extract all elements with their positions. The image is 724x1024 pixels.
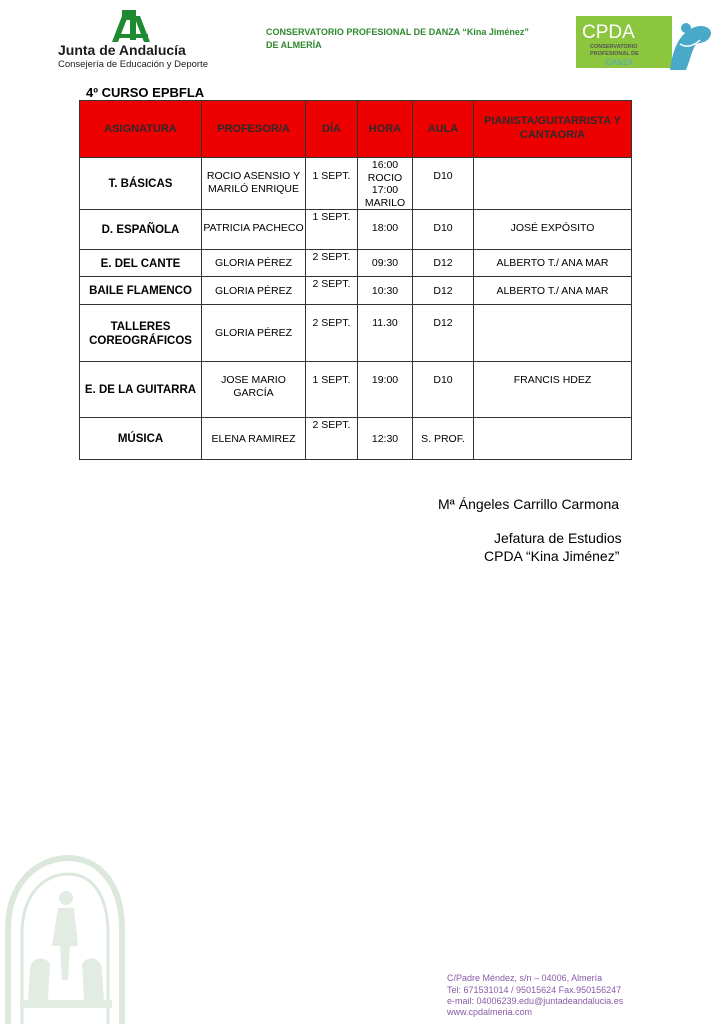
table-row	[80, 362, 632, 418]
conservatorio-title-line1: CONSERVATORIO PROFESIONAL DE DANZA “Kina Jiménez”	[266, 27, 529, 37]
col-header-hora: HORA	[358, 101, 413, 158]
footer-phone: Tel: 671531014 / 95015624 Fax.950156247	[447, 985, 622, 995]
table-row	[80, 418, 632, 460]
cell-aula: D12	[413, 277, 474, 305]
footer-address: C/Padre Méndez, s/n – 04006, Almería	[447, 973, 603, 983]
cell-dia: 2 SEPT.	[306, 250, 358, 277]
conservatorio-title-line2: DE ALMERÍA	[266, 40, 322, 50]
cell-asignatura: T. BÁSICAS	[80, 158, 202, 210]
cell-hora: 11.30	[358, 305, 413, 362]
cell-asignatura: BAILE FLAMENCO	[80, 277, 202, 305]
footer-website[interactable]: www.cpdalmeria.com	[447, 1007, 533, 1017]
cpda-logo-sub3: DANZA	[606, 58, 634, 67]
cell-hora: 12:30	[358, 418, 413, 460]
cell-dia: 1 SEPT.	[306, 362, 358, 418]
cell-profesor: JOSE MARIO GARCÍA	[202, 362, 306, 418]
cell-pianista	[474, 158, 632, 210]
schedule-table	[79, 100, 632, 460]
andalucia-emblem-icon	[0, 850, 130, 1024]
cell-profesor: GLORIA PÉREZ	[202, 250, 306, 277]
signature-org: CPDA “Kina Jiménez”	[484, 548, 620, 564]
cell-dia: 1 SEPT.	[306, 210, 358, 250]
table-row	[80, 305, 632, 362]
cell-pianista	[474, 418, 632, 460]
table-row	[80, 210, 632, 250]
table-row	[80, 277, 632, 305]
col-header-profesor: PROFESOR/A	[202, 101, 306, 158]
cell-asignatura: E. DE LA GUITARRA	[80, 362, 202, 418]
cell-asignatura: TALLERES COREOGRÁFICOS	[80, 305, 202, 362]
cell-pianista: ALBERTO T./ ANA MAR	[474, 250, 632, 277]
signature-name: Mª Ángeles Carrillo Carmona	[438, 496, 620, 512]
cell-profesor: GLORIA PÉREZ	[202, 305, 306, 362]
cell-hora: 18:00	[358, 210, 413, 250]
cpda-logo-sub2: PROFESIONAL DE	[590, 51, 639, 57]
cell-dia: 2 SEPT.	[306, 277, 358, 305]
cell-profesor: ELENA RAMIREZ	[202, 418, 306, 460]
cell-aula: D12	[413, 250, 474, 277]
cell-profesor: PATRICIA PACHECO	[202, 210, 306, 250]
junta-subtitle: Consejería de Educación y Deporte	[58, 59, 208, 70]
col-header-dia: DÍA	[306, 101, 358, 158]
cell-pianista: JOSÉ EXPÓSITO	[474, 210, 632, 250]
col-header-asignatura: ASIGNATURA	[80, 101, 202, 158]
cell-dia: 2 SEPT.	[306, 305, 358, 362]
cell-pianista: ALBERTO T./ ANA MAR	[474, 277, 632, 305]
cell-aula: D10	[413, 158, 474, 210]
course-title: 4º CURSO EPBFLA	[86, 85, 205, 100]
table-row	[80, 250, 632, 277]
cell-aula: D10	[413, 210, 474, 250]
cpda-logo-icon	[576, 14, 718, 72]
cpda-logo-sub1: CONSERVATORIO	[590, 44, 638, 50]
cell-asignatura: MÚSICA	[80, 418, 202, 460]
col-header-aula: AULA	[413, 101, 474, 158]
cell-dia: 2 SEPT.	[306, 418, 358, 460]
cell-hora: 09:30	[358, 250, 413, 277]
cell-aula: S. PROF.	[413, 418, 474, 460]
cell-profesor: GLORIA PÉREZ	[202, 277, 306, 305]
cell-asignatura: D. ESPAÑOLA	[80, 210, 202, 250]
cell-hora: 19:00	[358, 362, 413, 418]
table-row	[80, 158, 632, 210]
cell-hora: 10:30	[358, 277, 413, 305]
cell-dia: 1 SEPT.	[306, 158, 358, 210]
cell-pianista	[474, 305, 632, 362]
cell-aula: D10	[413, 362, 474, 418]
col-header-pianista: PIANISTA/GUITARRISTA Y CANTAOR/A	[474, 101, 632, 158]
signature-role: Jefatura de Estudios	[494, 530, 622, 546]
cell-profesor: ROCIO ASENSIO Y MARILÓ ENRIQUE	[202, 158, 306, 210]
cell-pianista: FRANCIS HDEZ	[474, 362, 632, 418]
cell-asignatura: E. DEL CANTE	[80, 250, 202, 277]
footer-email[interactable]: e-mail: 04006239.edu@juntadeandalucia.es	[447, 996, 624, 1006]
junta-name: Junta de Andalucía	[58, 42, 186, 58]
cell-aula: D12	[413, 305, 474, 362]
cell-hora: 16:00 ROCIO 17:00 MARILO	[358, 158, 413, 210]
cpda-logo-text: CPDA	[582, 22, 635, 43]
table-header-row	[80, 101, 632, 158]
